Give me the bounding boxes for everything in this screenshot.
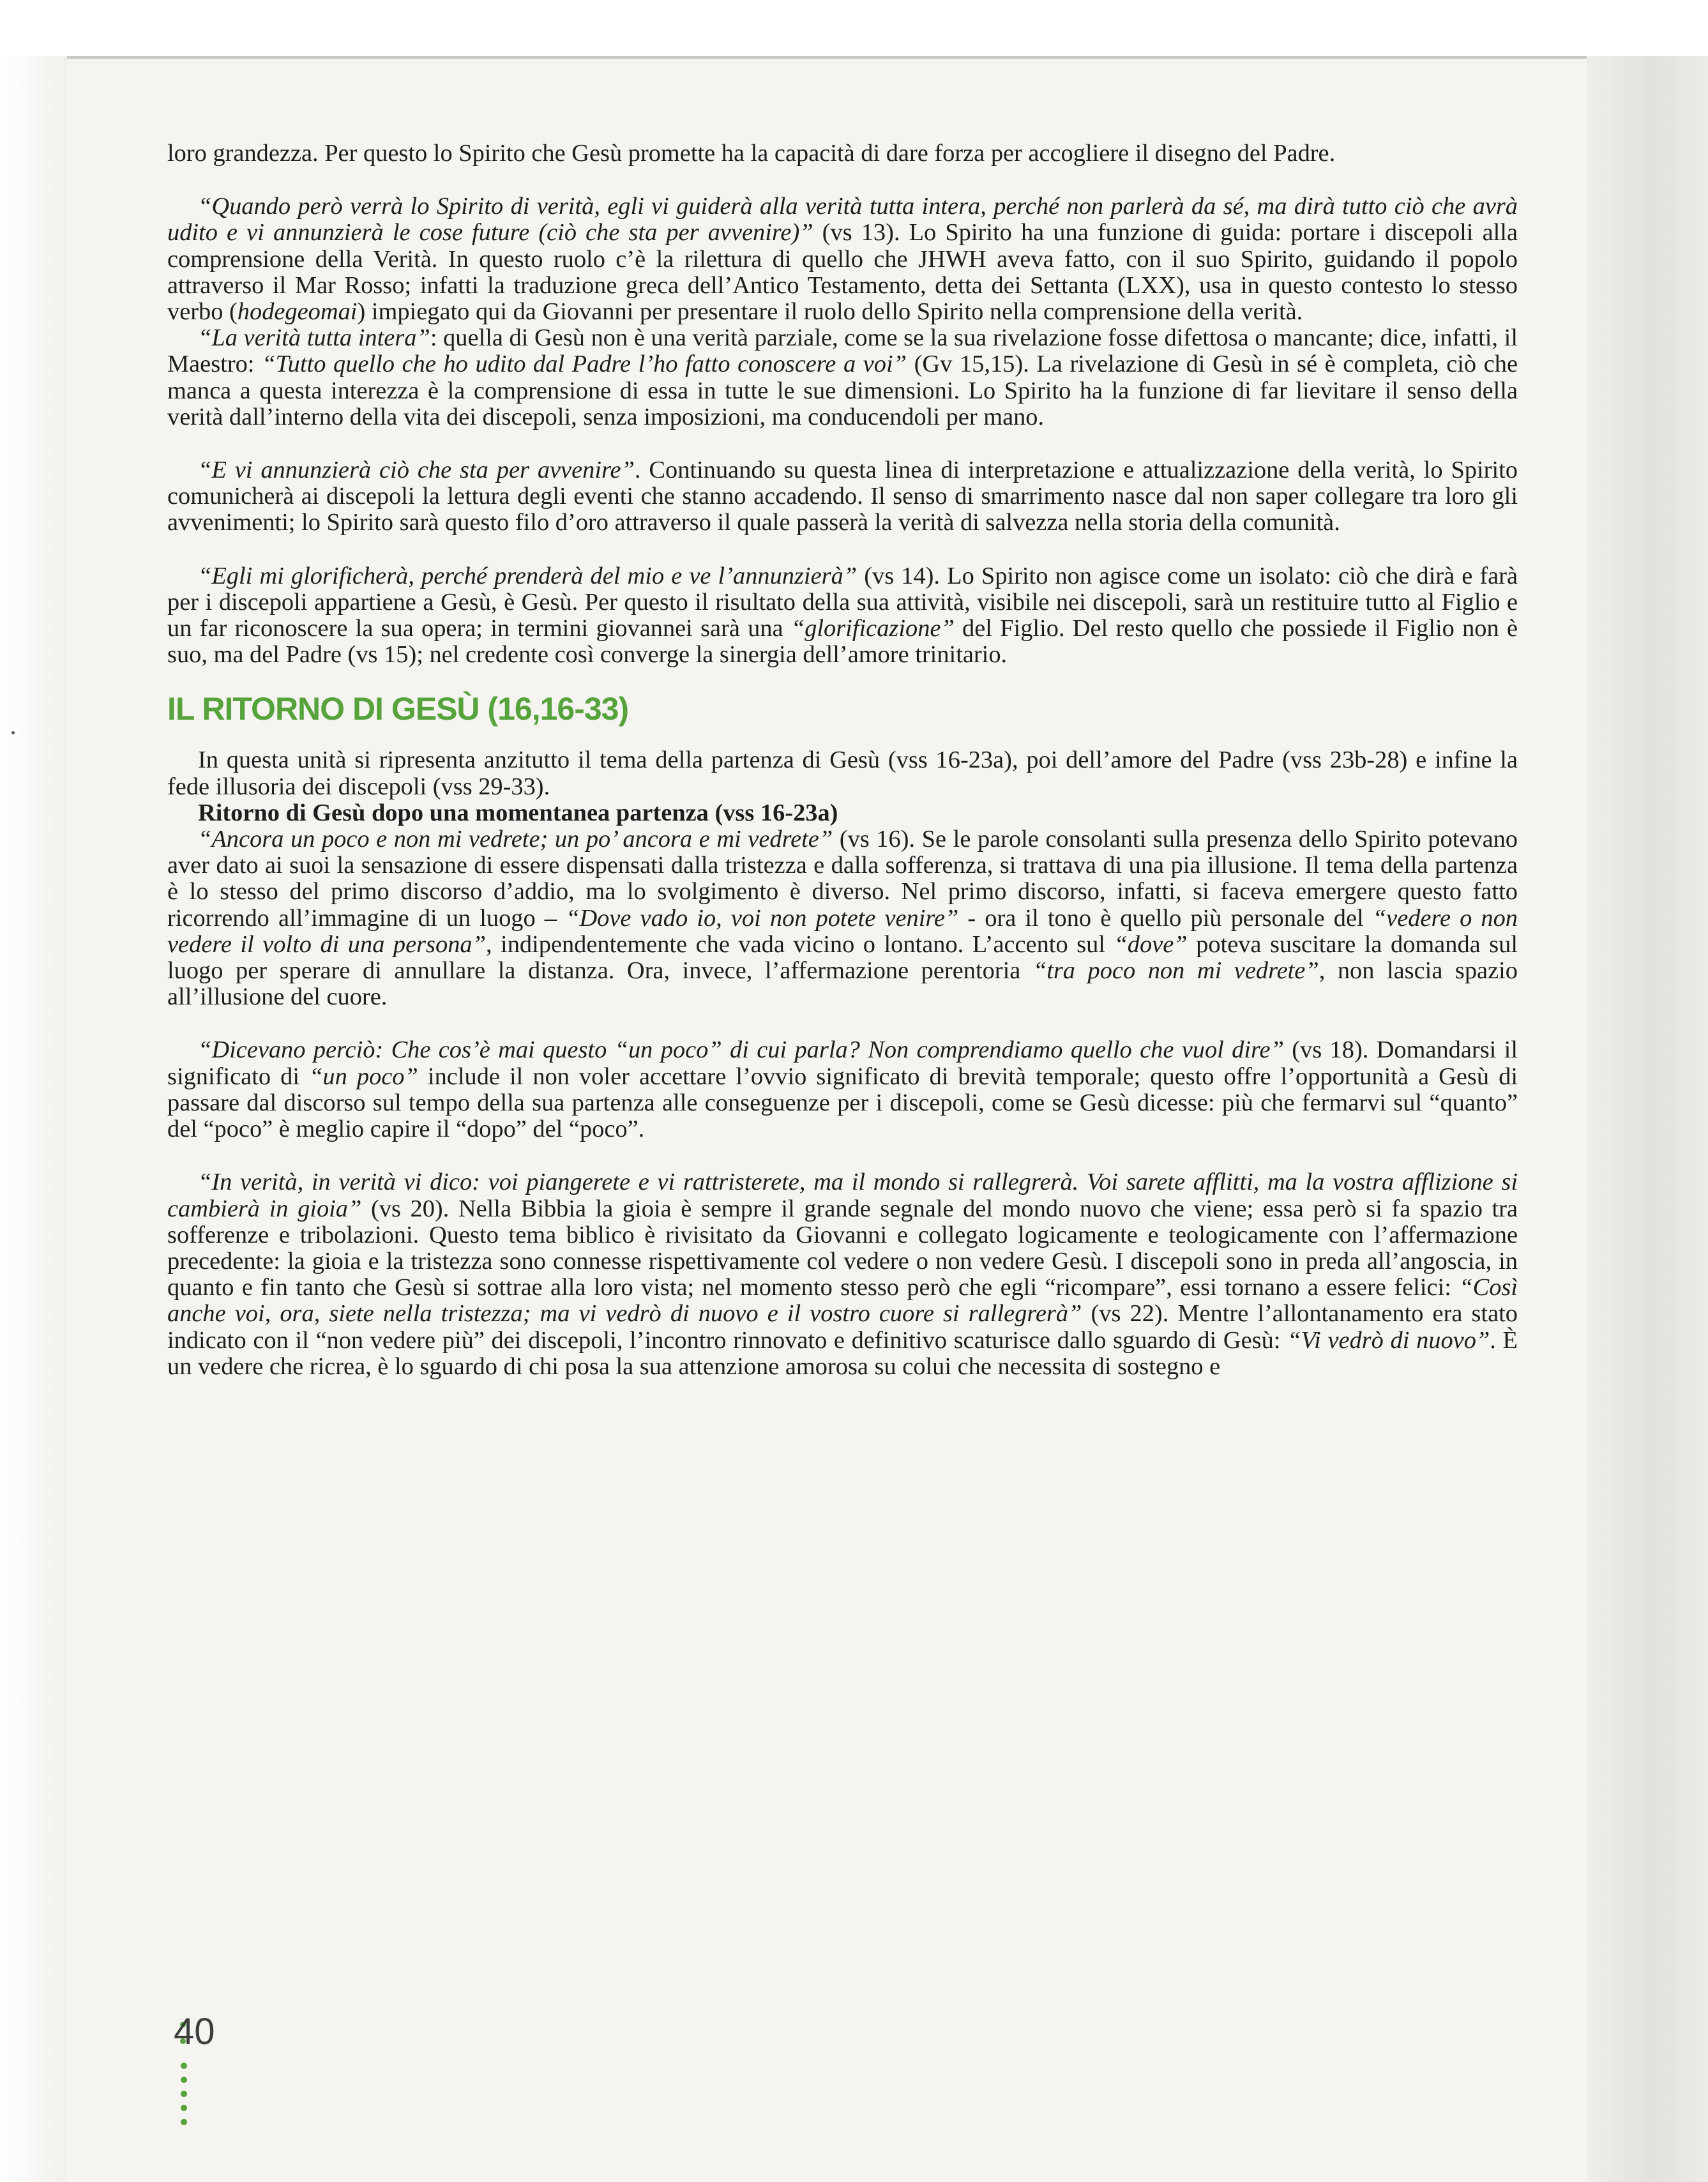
dot-ornament xyxy=(181,2063,188,2139)
quote-vs18: “Dicevano perciò: Che cos’è mai questo “un poco” di cui parla? Non comprendiamo quello che vuol dire” xyxy=(198,1036,1284,1064)
paragraph-2-end: ) impiegato qui da Giovanni per presentare il ruolo dello Spirito nella comprensione della verità. xyxy=(357,298,1303,326)
quote-tra-poco: “tra poco non mi vedrete” xyxy=(1032,957,1319,985)
quote-vs13: “Quando però verrà lo Spirito di verità, egli vi guiderà alla verità tutta intera, perché non parlerà da sé, ma dirà tutto ciò che avrà udito e vi annunzierà le cose future (ciò che sta per avvenire)” xyxy=(167,193,1518,246)
paragraph-7-text-c: , indipendentemente che vada vicino o lontano. L’accento sul xyxy=(485,930,1114,958)
paragraph-9 xyxy=(167,1169,1518,1380)
paragraph-2-text: (vs 13). Lo Spirito ha una funzione di guida: portare i discepoli alla comprensione della Verità. In questo ruolo c’è la rilettura di quello che JHWH aveva fatto, con il suo Spirito, guidando il popolo attraverso il Mar Rosso; infatti la traduzione greca dell’Antico Testamento, detta dei Settanta (LXX), usa in questo contesto lo stesso verbo ( xyxy=(167,219,1518,326)
paragraph-5-text-a: (vs 14). Lo Spirito non agisce come un isolato: ciò che dirà e farà per i discepoli appartiene a Gesù, è Gesù. Per questo il risultato della sua attività, visibile nei discepoli, sarà un restituire tutto al Figlio e un far riconoscere la sua opera; in termini giovannei sarà una xyxy=(167,562,1518,642)
paragraph-3-text-b: (Gv 15,15). La rivelazione di Gesù in sé è completa, ciò che manca a questa interezza è la comprensione di essa in tutte le sue dimensioni. Lo Spirito ha la funzione di far lievitare il senso della verità dall’interno della vita dei discepoli, senza imposizioni, ma conducendoli per mano. xyxy=(167,351,1518,430)
paragraph-8-text-b: include il non voler accettare l’ovvio significato di brevità temporale; questo offre l’opportunità a Gesù di passare dal discorso sul tempo della sua partenza alle conseguenze per i discepoli, come se Gesù dicesse: più che fermarvi sul “quanto” del “poco” è meglio capire il “dopo” del “poco”. xyxy=(167,1063,1518,1143)
quote-vs20: “In verità, in verità vi dico: voi piangerete e vi rattristerete, ma il mondo si rallegrerà. Voi sarete afflitti, ma la vostra afflizione si cambierà in gioia” xyxy=(167,1169,1518,1222)
paragraph-4 xyxy=(167,457,1518,536)
paragraph-3 xyxy=(167,325,1518,430)
paragraph-9-text-b: (vs 22). Mentre l’allontanamento era stato indicato con il “non vedere più” dei discepoli, l’incontro rinnovato e definitivo scaturisce dallo sguardo di Gesù: xyxy=(167,1300,1518,1354)
paragraph-7 xyxy=(167,826,1518,1010)
scan-left-edge xyxy=(0,56,67,2182)
paragraph-9-text-a: (vs 20). Nella Bibbia la gioia è sempre il grande segnale del mondo nuovo che viene; essa però si fa spazio tra sofferenze e tribolazioni. Questo tema biblico è rivisitato da Giovanni e collegato logicamente e teologicamente con l’affermazione precedente: la gioia e la tristezza sono connesse rispettivamente col vedere o non vedere Gesù. I discepoli sono in preda all’angoscia, in quanto e fin tanto che Gesù si sottrae alla loro vista; nel momento stesso però che egli “ricompare”, essi tornano a essere felici: xyxy=(167,1195,1518,1301)
term-glorificazione: “glorificazione” xyxy=(790,615,955,642)
quote-vs14: “Egli mi glorificherà, perché prenderà del mio e ve l’annunzierà” xyxy=(198,562,858,589)
paragraph-6-text: In questa unità si ripresenta anzitutto il tema della partenza di Gesù (vss 16-23a), poi dell’amore del Padre (vss 23b-28) e infine la fede illusoria dei discepoli (vss 29-33). xyxy=(167,746,1518,800)
paragraph-8-text-a: (vs 18). Domandarsi il significato di xyxy=(167,1036,1518,1090)
quote-verita-tutta-intera: “La verità tutta intera” xyxy=(198,324,430,352)
scan-top-edge xyxy=(0,0,1708,59)
paragraph-1-text: loro grandezza. Per questo lo Spirito che Gesù promette ha la capacità di dare forza per accogliere il disegno del Padre. xyxy=(167,140,1336,167)
quote-dove: “dove” xyxy=(1114,930,1188,958)
paragraph-1 xyxy=(167,140,1518,167)
greek-term: hodegeomai xyxy=(237,298,358,326)
page-number: 40 xyxy=(174,2011,215,2052)
paragraph-7-text-b: - ora il tono è quello più personale del xyxy=(958,904,1373,932)
quote-vs22: “Così anche voi, ora, siete nella tristezza; ma vi vedrò di nuovo e il vostro cuore si rallegrerà” xyxy=(167,1274,1518,1328)
quote-vi-vedro: “Vi vedrò di nuovo” xyxy=(1287,1326,1490,1354)
quote-annunziera: “E vi annunzierà ciò che sta per avvenire” xyxy=(198,457,635,484)
quote-vs16: “Ancora un poco e non mi vedrete; un po’ ancora e mi vedrete” xyxy=(198,826,833,853)
quote-un-poco: “un poco” xyxy=(309,1063,418,1090)
page-content xyxy=(167,140,1518,1380)
section-heading: IL RITORNO DI GESÙ (16,16-33) xyxy=(167,691,629,727)
paragraph-2 xyxy=(167,193,1518,325)
paragraph-3-text-a: : quella di Gesù non è una verità parziale, come se la sua rivelazione fosse difettosa o mancante; dice, infatti, il Maestro: xyxy=(167,324,1518,378)
scan-speck xyxy=(11,731,15,734)
paragraph-9-text-c: . È un vedere che ricrea, è lo sguardo di chi posa la sua attenzione amorosa su colui che necessita di sostegno e xyxy=(167,1326,1518,1380)
paragraph-6 xyxy=(167,747,1518,799)
paragraph-7-text-e: , non lascia spazio all’illusione del cuore. xyxy=(167,957,1518,1011)
paragraph-4-text: . Continuando su questa linea di interpretazione e attualizzazione della verità, lo Spirito comunicherà ai discepoli la lettura degli eventi che stanno accadendo. Il senso di smarrimento nasce dal non saper collegare tra loro gli avvenimenti; lo Spirito sarà questo filo d’oro attraverso il quale passerà la verità di salvezza nella storia della comunità. xyxy=(167,457,1518,536)
paragraph-7-text-a: (vs 16). Se le parole consolanti sulla presenza dello Spirito potevano aver dato ai suoi la sensazione di essere dispensati dalla tristezza e dalla sofferenza, si trattava di una pia illusione. Il tema della partenza è lo stesso del primo discorso d’addio, ma lo svolgimento è diverso. Nel primo discorso, infatti, si faceva emergere questo fatto ricorrendo all’immagine di un luogo – xyxy=(167,826,1518,932)
paragraph-8 xyxy=(167,1037,1518,1142)
sub-heading: Ritorno di Gesù dopo una momentanea partenza (vss 16-23a) xyxy=(198,799,838,826)
paragraph-5 xyxy=(167,563,1518,669)
quote-dove-vado: “Dove vado io, voi non potete venire” xyxy=(566,904,959,932)
scan-right-edge xyxy=(1587,56,1708,2182)
quote-vedere-volto: “vedere o non vedere il volto di una persona” xyxy=(167,904,1518,958)
quote-gv-15-15: “Tutto quello che ho udito dal Padre l’ho fatto conoscere a voi” xyxy=(262,351,907,378)
paragraph-7-text-d: poteva suscitare la domanda sul luogo per sperare di annullare la distanza. Ora, invece, l’affermazione perentoria xyxy=(167,930,1518,985)
paragraph-5-text-b: del Figlio. Del resto quello che possiede il Figlio non è suo, ma del Padre (vs 15); nel credente così converge la sinergia dell’amore trinitario. xyxy=(167,615,1518,669)
